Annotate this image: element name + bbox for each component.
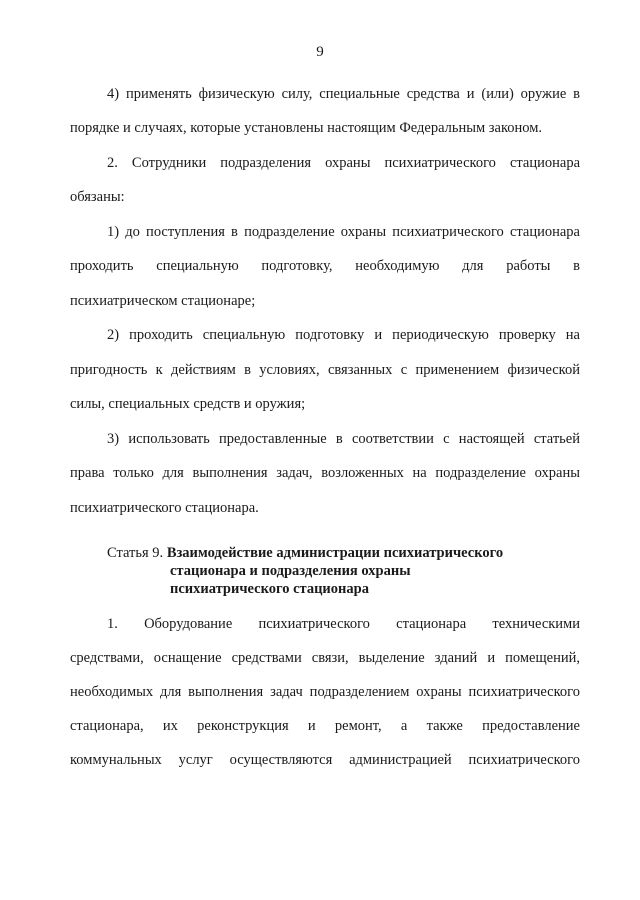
article-label: Статья 9.: [107, 545, 164, 561]
paragraph-line: 3) использовать предоставленные в соответствии с настоящей статьей: [107, 431, 580, 447]
paragraph-line: порядке и случаях, которые установлены настоящим Федеральным законом.: [70, 120, 543, 136]
paragraph-line: пригодность к действиям в условиях, связанных с применением физической: [70, 362, 580, 378]
paragraph-line: 2) проходить специальную подготовку и периодическую проверку на: [107, 327, 580, 343]
paragraph-line: силы, специальных средств и оружия;: [70, 396, 306, 412]
article-title-cont: психиатрического стационара: [170, 581, 369, 597]
paragraph-line: 2. Сотрудники подразделения охраны психиатрического стационара: [107, 155, 580, 171]
paragraph-line: 1. Оборудование психиатрического стационара техническими: [107, 616, 580, 632]
paragraph-line: 4) применять физическую силу, специальные средства и (или) оружие в: [107, 86, 580, 102]
article-heading: [107, 544, 503, 562]
paragraph-line: психиатрического стационара.: [70, 500, 259, 516]
paragraph-line: психиатрическом стационаре;: [70, 293, 256, 309]
article-title-cont: стационара и подразделения охраны: [170, 563, 411, 579]
paragraph-line: средствами, оснащение средствами связи, выделение зданий и помещений,: [70, 650, 580, 666]
page-number: 9: [316, 44, 324, 60]
paragraph-line: обязаны:: [70, 189, 125, 205]
paragraph-line: необходимых для выполнения задач подразделением охраны психиатрического: [70, 684, 580, 700]
article-title: Взаимодействие администрации психиатрического: [166, 545, 504, 561]
paragraph-line: права только для выполнения задач, возложенных на подразделение охраны: [70, 465, 580, 481]
paragraph-line: проходить специальную подготовку, необходимую для работы в: [70, 258, 580, 274]
paragraph-line: 1) до поступления в подразделение охраны психиатрического стационара: [107, 224, 580, 240]
paragraph-line: коммунальных услуг осуществляются администрацией психиатрического: [70, 752, 580, 768]
paragraph-line: стационара, их реконструкция и ремонт, а также предоставление: [70, 718, 580, 734]
